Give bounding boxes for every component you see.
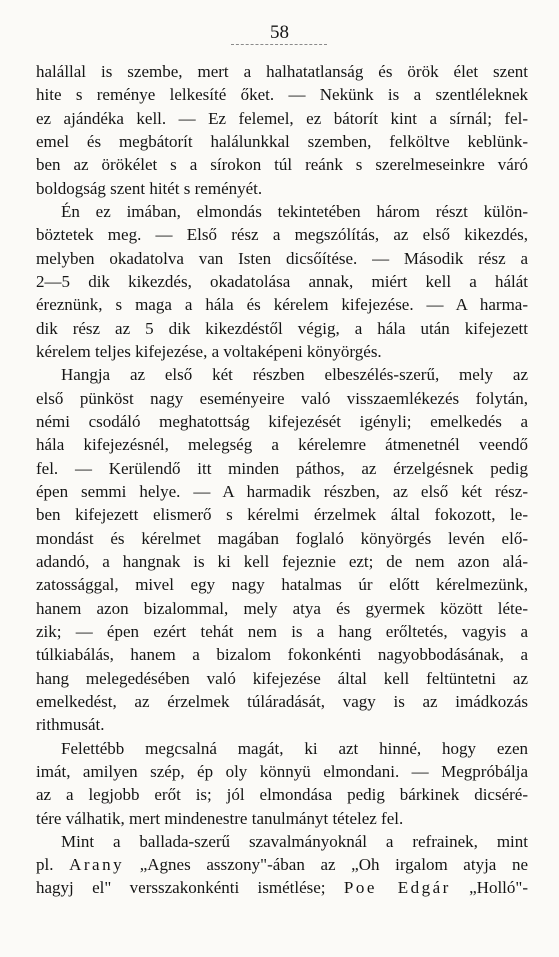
text-line: hanem azon bizalommal, mely atya és gyermek között léte- [36,598,528,618]
text-line: fel. — Kerülendő itt minden páthos, az érzelgésnek pedig [36,458,528,478]
text-line: adandó, a hangnak is ki kell fejeznie ezt; de nem azon alá- [36,551,528,571]
page-number: 58 [270,22,289,43]
text-line: melyben okadatolva van Isten dicsőítése. — Második rész a [36,248,528,268]
text-line: hite s reménye lelkesíté őket. — Nekünk is a szentléleknek [36,85,528,105]
text-line: Én ez imában, elmondás tekintetében három részt külön- [61,201,528,221]
text-line: dik rész az 5 dik kikezdéstől végig, a hála után kifejezett [36,318,528,338]
text-line: kérelem teljes kifejezése, a voltaképeni könyörgés. [36,341,382,361]
header-rule [231,44,327,45]
text-line: épen semmi helye. — A harmadik részben, az első két rész- [36,481,528,501]
text-line: éreznünk, s maga a hála és kérelem kifejezése. — A harma- [36,295,528,315]
text-line: ben az örökélet s a sírokon túl reánk s szerelmeseinkre váró [36,155,528,175]
text-line: Felettébb megcsalná magát, ki azt hinné, hogy ezen [61,738,528,758]
text-line: némi csodáló meghatottság kifejezését igényli; emelkedés a [36,411,528,431]
text-line: emelkedést, az érzelmek túláradását, vagy is az imádkozás [36,691,528,711]
text-line: ez ajándéka kell. — Ez felemel, ez bátorít kint a sírnál; fel- [36,108,528,128]
text-line: zatossággal, mivel egy nagy hatalmas úr előtt kérelmezünk, [36,575,528,595]
text-line-final-1: pl. Arany „Agnes asszony"-ában az „Oh irgalom atyja ne [36,855,529,875]
text-line: rithmusát. [36,715,105,735]
text-line: halállal is szembe, mert a halhatatlanság és örök élet szent [36,62,528,81]
text-line: hála kifejezésnél, melegség a kérelemre átmenetnél veendő [36,435,528,455]
text-line: zik; — épen ezért tehát nem is a hang erőltetés, vagyis a [36,621,528,641]
text-line: 2—5 dik kikezdés, okadatolása annak, miért kell a hálát [36,271,528,291]
text-line: tére válhatik, mert mindenestre tanulmányt tételez fel. [36,808,404,828]
author-poe-edgar: Poe Edgár [343,878,451,898]
text-line: Hangja az első két részben elbeszélés-szerű, mely az [61,365,528,385]
text-line: Mint a ballada-szerű szavalmányoknál a refrainek, mint [61,831,528,851]
text-line-final-2: hagyj el" versszakonkénti ismétlése; Poe Edgár „Holló"- [36,878,529,898]
text-line: emel és megbátorít halálunkkal szemben, felköltve keblünk- [36,131,528,151]
text-line: imát, amilyen szép, ép oly könnyü elmondani. — Megpróbálja [36,761,528,781]
text-line: mondást és kérelmet magában foglaló könyörgés levén elő- [36,528,528,548]
text-lines [36,60,528,853]
body-text [36,60,528,900]
text-line: hang melegedésében való kifejezése által kell feltüntetni az [36,668,528,688]
text-line: böztetek meg. — Első rész a megszólítás, az első kikezdés, [36,225,528,245]
text-line: az a legjobb erőt is; jól elmondása pedig bárkinek dicséré- [36,785,528,805]
text-line: első pünköst nagy eseményeire való visszaemlékezés folytán, [36,388,528,408]
text-line: ben kifejezett elismerő s kérelmi érzelmek által fokozott, le- [36,505,528,525]
author-arany: Arany [69,855,125,875]
text-line: túlkiabálás, hanem a bizalom fokonkénti nagyobbodásának, a [36,645,528,665]
text-line: boldogság szent hitét s reményét. [36,178,263,198]
